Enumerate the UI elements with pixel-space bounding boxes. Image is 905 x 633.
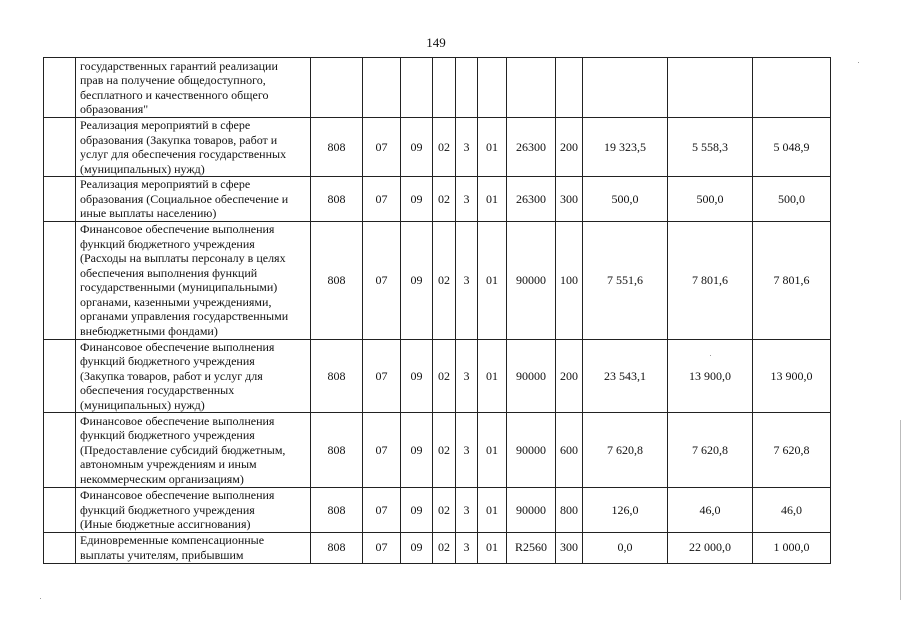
program-cell: 02 xyxy=(433,413,456,488)
description-line: автономным учреждениям и иным xyxy=(80,457,257,472)
description-cell xyxy=(76,118,311,177)
y3-cell xyxy=(753,58,831,118)
subsection-cell xyxy=(401,58,433,118)
exp_type-cell: 100 xyxy=(556,221,583,339)
description-line: (Закупка товаров, работ и услуг для xyxy=(80,368,263,383)
subsection-cell: 09 xyxy=(401,221,433,339)
y2-cell: 5 558,3 xyxy=(668,118,753,177)
program-cell: 02 xyxy=(433,532,456,563)
table-row xyxy=(44,339,831,413)
table-row xyxy=(44,118,831,177)
exp_type-cell: 800 xyxy=(556,488,583,533)
description-line: внебюджетными фондами) xyxy=(80,323,218,338)
direction-cell: 90000 xyxy=(507,339,556,413)
exp_type-cell: 600 xyxy=(556,413,583,488)
c5-cell: 3 xyxy=(456,488,478,533)
row-index-cell xyxy=(44,58,76,118)
description-line: Реализация мероприятий в сфере xyxy=(80,118,251,132)
description-line: выплаты учителям, прибывшим xyxy=(80,547,244,562)
description-line: (Расходы на выплаты персоналу в целях xyxy=(80,251,286,265)
ministry-cell: 808 xyxy=(311,413,363,488)
ministry-cell: 808 xyxy=(311,532,363,563)
description-line: функций бюджетного учреждения xyxy=(80,428,255,443)
row-index-cell xyxy=(44,118,76,177)
direction-cell: 26300 xyxy=(507,177,556,222)
exp_type-cell: 200 xyxy=(556,118,583,177)
description-line: услуг для обеспечения государственных xyxy=(80,147,287,161)
subsection-cell: 09 xyxy=(401,339,433,413)
exp_type-cell xyxy=(556,58,583,118)
y1-cell xyxy=(583,58,668,118)
table-row xyxy=(44,532,831,563)
y2-cell: 22 000,0 xyxy=(668,532,753,563)
program-cell: 02 xyxy=(433,488,456,533)
description-line: функций бюджетного учреждения xyxy=(80,354,255,368)
subsection-cell: 09 xyxy=(401,413,433,488)
table-row xyxy=(44,413,831,488)
description-line: образования (Социальное обеспечение и xyxy=(80,191,289,206)
y3-cell: 1 000,0 xyxy=(753,532,831,563)
c5-cell: 3 xyxy=(456,532,478,563)
row-index-cell xyxy=(44,488,76,533)
direction-cell: R2560 xyxy=(507,532,556,563)
subsection-cell: 09 xyxy=(401,532,433,563)
y3-cell: 7 620,8 xyxy=(753,413,831,488)
exp_type-cell: 200 xyxy=(556,339,583,413)
y2-cell: 13 900,0 xyxy=(668,339,753,413)
y3-cell: 46,0 xyxy=(753,488,831,533)
program-cell xyxy=(433,58,456,118)
program-cell: 02 xyxy=(433,177,456,222)
c6-cell: 01 xyxy=(478,177,507,222)
description-line: Реализация мероприятий в сфере xyxy=(80,177,251,191)
scan-edge-mark xyxy=(900,420,901,600)
y1-cell: 19 323,5 xyxy=(583,118,668,177)
description-line: некоммерческим организациям) xyxy=(80,471,244,486)
description-line: Финансовое обеспечение выполнения xyxy=(80,413,275,428)
ministry-cell xyxy=(311,58,363,118)
scan-speck xyxy=(40,598,41,599)
table-row xyxy=(44,488,831,533)
table-row xyxy=(44,58,831,118)
section-cell: 07 xyxy=(363,118,401,177)
description-line: государственных гарантий реализации xyxy=(80,58,278,73)
description-line: иные выплаты населению) xyxy=(80,206,217,220)
y2-cell xyxy=(668,58,753,118)
description-cell xyxy=(76,488,311,533)
row-index-cell xyxy=(44,339,76,413)
y2-cell: 7 620,8 xyxy=(668,413,753,488)
section-cell: 07 xyxy=(363,339,401,413)
description-line: государственными (муниципальными) xyxy=(80,280,278,294)
direction-cell: 26300 xyxy=(507,118,556,177)
row-index-cell xyxy=(44,177,76,222)
subsection-cell: 09 xyxy=(401,118,433,177)
description-line: обеспечения выполнения функций xyxy=(80,265,258,280)
y1-cell: 23 543,1 xyxy=(583,339,668,413)
description-cell xyxy=(76,221,311,339)
y2-cell: 7 801,6 xyxy=(668,221,753,339)
y1-cell: 7 551,6 xyxy=(583,221,668,339)
y2-cell: 500,0 xyxy=(668,177,753,222)
c5-cell: 3 xyxy=(456,118,478,177)
scan-speck xyxy=(858,62,859,63)
direction-cell xyxy=(507,58,556,118)
direction-cell: 90000 xyxy=(507,413,556,488)
description-line: образования" xyxy=(80,102,149,116)
ministry-cell: 808 xyxy=(311,488,363,533)
ministry-cell: 808 xyxy=(311,118,363,177)
y1-cell: 0,0 xyxy=(583,532,668,563)
scan-speck xyxy=(710,355,711,356)
c6-cell: 01 xyxy=(478,532,507,563)
section-cell: 07 xyxy=(363,413,401,488)
description-cell xyxy=(76,58,311,118)
direction-cell: 90000 xyxy=(507,221,556,339)
description-line: (муниципальных) нужд) xyxy=(80,161,205,176)
description-line: Финансовое обеспечение выполнения xyxy=(80,488,275,502)
ministry-cell: 808 xyxy=(311,339,363,413)
description-line: (Иные бюджетные ассигнования) xyxy=(80,517,251,531)
description-line: функций бюджетного учреждения xyxy=(80,502,255,517)
c5-cell: 3 xyxy=(456,221,478,339)
exp_type-cell: 300 xyxy=(556,177,583,222)
description-line: органами управления государственными xyxy=(80,309,289,323)
y3-cell: 7 801,6 xyxy=(753,221,831,339)
c5-cell xyxy=(456,58,478,118)
section-cell: 07 xyxy=(363,488,401,533)
description-line: Единовременные компенсационные xyxy=(80,533,265,547)
budget-table xyxy=(43,57,831,564)
description-line: обеспечения государственных xyxy=(80,383,235,397)
description-line: прав на получение общедоступного, xyxy=(80,73,266,87)
y3-cell: 13 900,0 xyxy=(753,339,831,413)
description-line: органами, казенными учреждениями, xyxy=(80,294,272,309)
description-line: (муниципальных) нужд) xyxy=(80,397,205,412)
description-line: функций бюджетного учреждения xyxy=(80,236,255,251)
description-cell xyxy=(76,413,311,488)
table-row xyxy=(44,177,831,222)
y3-cell: 500,0 xyxy=(753,177,831,222)
exp_type-cell: 300 xyxy=(556,532,583,563)
description-cell xyxy=(76,339,311,413)
description-line: Финансовое обеспечение выполнения xyxy=(80,339,275,354)
section-cell: 07 xyxy=(363,532,401,563)
c5-cell: 3 xyxy=(456,339,478,413)
program-cell: 02 xyxy=(433,221,456,339)
section-cell xyxy=(363,58,401,118)
program-cell: 02 xyxy=(433,118,456,177)
section-cell: 07 xyxy=(363,177,401,222)
section-cell: 07 xyxy=(363,221,401,339)
c6-cell: 01 xyxy=(478,118,507,177)
c6-cell: 01 xyxy=(478,488,507,533)
description-line: Финансовое обеспечение выполнения xyxy=(80,222,275,236)
y1-cell: 7 620,8 xyxy=(583,413,668,488)
c6-cell xyxy=(478,58,507,118)
ministry-cell: 808 xyxy=(311,177,363,222)
y3-cell: 5 048,9 xyxy=(753,118,831,177)
subsection-cell: 09 xyxy=(401,177,433,222)
program-cell: 02 xyxy=(433,339,456,413)
row-index-cell xyxy=(44,532,76,563)
ministry-cell: 808 xyxy=(311,221,363,339)
description-line: (Предоставление субсидий бюджетным, xyxy=(80,442,286,457)
c6-cell: 01 xyxy=(478,339,507,413)
subsection-cell: 09 xyxy=(401,488,433,533)
page-number: 149 xyxy=(426,35,446,50)
description-cell xyxy=(76,532,311,563)
c5-cell: 3 xyxy=(456,177,478,222)
description-line: образования (Закупка товаров, работ и xyxy=(80,132,278,147)
description-cell xyxy=(76,177,311,222)
row-index-cell xyxy=(44,221,76,339)
y1-cell: 126,0 xyxy=(583,488,668,533)
c6-cell: 01 xyxy=(478,413,507,488)
y2-cell: 46,0 xyxy=(668,488,753,533)
row-index-cell xyxy=(44,413,76,488)
c6-cell: 01 xyxy=(478,221,507,339)
table-row xyxy=(44,221,831,339)
direction-cell: 90000 xyxy=(507,488,556,533)
description-line: бесплатного и качественного общего xyxy=(80,87,269,102)
c5-cell: 3 xyxy=(456,413,478,488)
y1-cell: 500,0 xyxy=(583,177,668,222)
